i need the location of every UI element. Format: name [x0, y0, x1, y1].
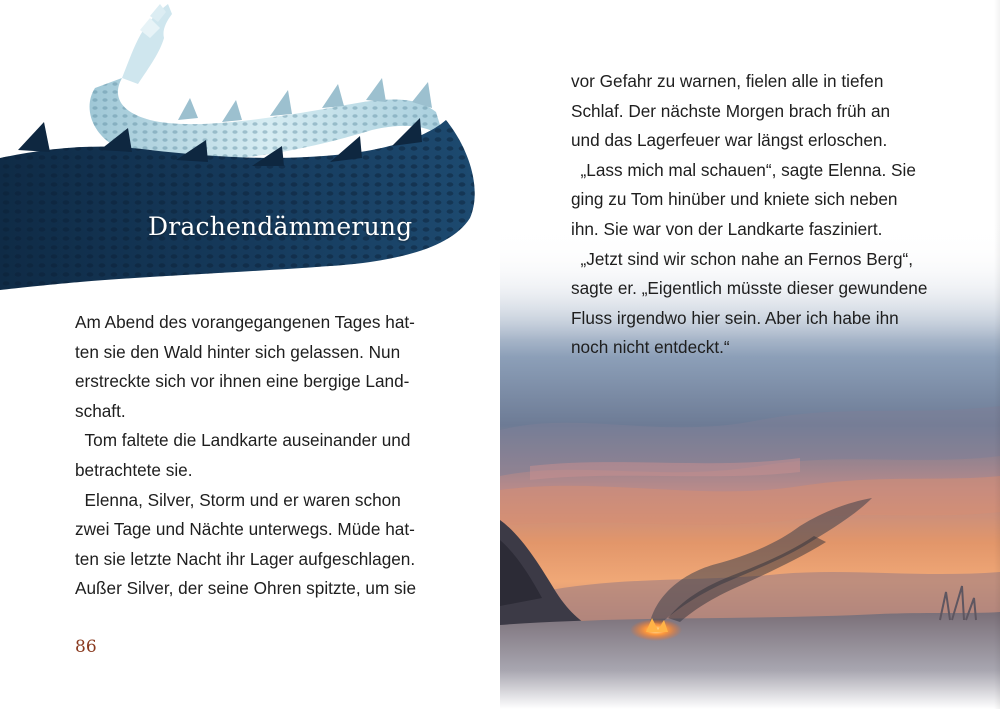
dragon-illustration [0, 0, 500, 300]
text-line: erstreckte sich vor ihnen eine bergige Land- [75, 371, 410, 392]
text-line: ging zu Tom hinüber und kniete sich neben [571, 189, 898, 210]
text-line: Außer Silver, der seine Ohren spitzte, um sie [75, 578, 417, 599]
text-line: vor Gefahr zu warnen, fielen alle in tiefen [571, 71, 884, 91]
text-line: noch nicht entdeckt.“ [571, 337, 730, 358]
text-line: „Lass mich mal schauen“, sagte Elenna. Sie [571, 159, 916, 180]
right-body-text [571, 67, 927, 363]
text-line: und das Lagerfeuer war längst erloschen. [571, 130, 888, 151]
text-line: ihn. Sie war von der Landkarte fasziniert. [571, 218, 883, 239]
text-line: Schlaf. Der nächste Morgen brach früh an [571, 100, 891, 121]
text-line: „Jetzt sind wir schon nahe an Fernos Berg“, [571, 248, 913, 269]
page-gutter [994, 0, 1000, 709]
text-line: ten sie den Wald hinter sich gelassen. Nun [75, 341, 401, 362]
text-line: Tom faltete die Landkarte auseinander und [75, 430, 411, 451]
text-line: Fluss irgendwo hier sein. Aber ich habe ihn [571, 307, 899, 328]
text-line: Am Abend des vorangegangenen Tages hat- [75, 312, 415, 332]
page-number: 86 [75, 637, 97, 657]
text-line: sagte er. „Eigentlich müsste dieser gewundene [571, 278, 928, 299]
text-line: ten sie letzte Nacht ihr Lager aufgeschlagen. [75, 548, 416, 569]
text-line: Elenna, Silver, Storm und er waren schon [75, 489, 401, 510]
chapter-title: Drachendämmerung [148, 212, 413, 241]
text-line: schaft. [75, 400, 126, 421]
text-line: betrachtete sie. [75, 459, 193, 480]
text-line: zwei Tage und Nächte unterwegs. Müde hat- [75, 519, 415, 540]
left-body-text [75, 308, 416, 604]
